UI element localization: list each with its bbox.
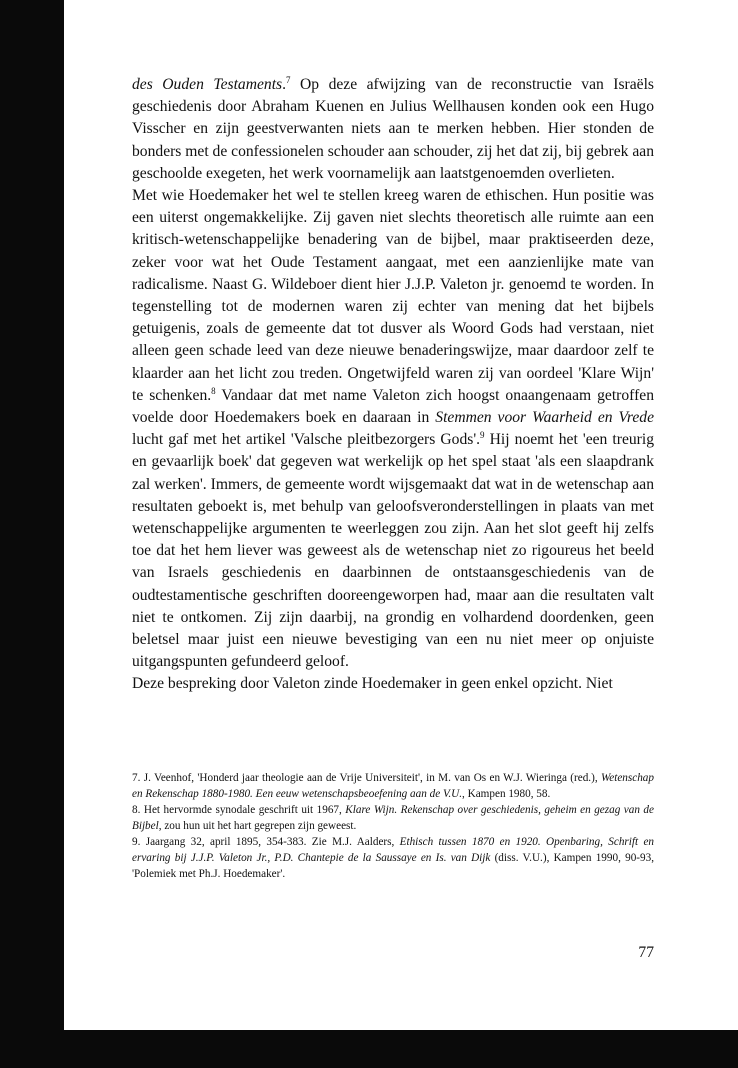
text-run: 8. Het hervormde synodale geschrift uit 1967, <box>132 804 346 816</box>
text-run: (diss. V.U.), Kampen 1990, 90-93, 'Polemiek met Ph.J. Hoedemaker'. <box>132 852 655 880</box>
main-text <box>132 74 654 696</box>
footnotes <box>132 770 654 882</box>
text-run: Op deze afwijzing van de reconstructie van Israëls geschiedenis door Abraham Kuenen en Julius Wellhausen konden ook een Hugo Visscher en zijn geestverwanten niets aan te merken hebben. Hier stonden de bonders met de confessionelen schouder aan schouder, zij het dat zij, bij gebrek aan geschoolde exegeten, het werk voornamelijk aan laatstgenoemden overlieten. <box>132 76 655 182</box>
scan-border-left <box>0 0 64 1068</box>
page-number: 77 <box>638 944 654 961</box>
text-run: Met wie Hoedemaker het wel te stellen kreeg waren de ethischen. Hun positie was een uiterst ongemakkelijke. Zij gaven niet slechts theoretisch alle ruimte aan een kritisch-wetenschappelijke benadering van de bijbel, maar praktiseerden deze, zeker voor wat het Oude Testament aangaat, met een aanzienlijke mate van radicalisme. Naast G. Wildeboer dient hier J.J.P. Valeton jr. genoemd te worden. In tegenstelling tot de modernen waren zij echter van mening dat het bijbels getuigenis, zoals de gemeente dat tot dusver als Woord Gods had verstaan, niet alleen geen schade leed van deze nieuwe benaderingswijze, maar daardoor zelf te klaarder aan het licht zou treden. Ongetwijfeld waren zij van oordeel 'Klare Wijn' te schenken. <box>132 187 654 404</box>
paragraph-2 <box>132 185 654 673</box>
footnote-ref: 9 <box>480 430 485 441</box>
scan-border-bottom <box>0 1030 738 1068</box>
footnote-ref: 8 <box>211 385 216 396</box>
text-run: , Kampen 1980, 58. <box>462 788 551 800</box>
italic-run: Ethisch tussen 1870 en 1920. Openbaring, Schrift en ervaring bij J.J.P. Valeton Jr., P.D. Chantepie de la Saussaye en Is. van Dijk <box>132 836 654 864</box>
italic-run: Klare Wijn. Rekenschap over geschiedenis, geheim en gezag van de Bijbel <box>132 804 654 832</box>
footnote-7 <box>132 770 654 802</box>
text-run: 9. Jaargang 32, april 1895, 354-383. Zie M.J. Aalders, <box>132 836 400 848</box>
paragraph-1 <box>132 74 654 185</box>
text-run: Hij noemt het 'een treurig en gevaarlijk boek' dat gegeven wat werkelijk op het spel staat 'als een slaapdrank zal werken'. Immers, de gemeente wordt wijsgemaakt dat wat in de wetenschap aan resultaten geboekt is, met behulp van geloofsveronderstellingen in plaats van met wetenschappelijke argumenten te weerleggen zou zijn. Aan het slot geeft hij zelfs toe dat het hem liever was geweest als de wetenschap niet zo rigoureus het beeld van Israels geschiedenis en daarbinnen de ontstaansgeschiedenis van de oudtestamentische geschriften dooreengeworpen had, maar aan die resultaten valt niet te ontkomen. Zij zijn daarbij, na grondig en volhardend doordenken, geen beletsel maar juist een nieuwe bevestiging van een nu niet meer op onjuiste uitgangspunten gefundeerd geloof. <box>132 431 654 671</box>
footnote-ref: 7 <box>286 75 291 85</box>
italic-run: Wetenschap en Rekenschap 1880-1980. Een eeuw wetenschapsbeoefening aan de V.U. <box>132 772 654 800</box>
text-run: lucht gaf met het artikel 'Valsche pleitbezorgers Gods'. <box>132 431 481 449</box>
italic-run: des Ouden Testaments <box>132 76 283 93</box>
italic-run: Stemmen voor Waarheid en Vrede <box>435 409 655 427</box>
text-run: Vandaar dat met name Valeton zich hoogst onaangenaam getroffen voelde door Hoedemakers boek en daaraan in <box>132 386 654 427</box>
paragraph-3 <box>132 673 654 695</box>
text-run: . <box>282 76 287 93</box>
footnote-9 <box>132 834 654 882</box>
text-run: Deze bespreking door Valeton zinde Hoedemaker in geen enkel opzicht. Niet <box>132 675 613 693</box>
text-run: 7. J. Veenhof, 'Honderd jaar theologie aan de Vrije Universiteit', in M. van Os en W.J. Wieringa (red.), <box>132 772 601 784</box>
footnote-8 <box>132 802 654 834</box>
text-run: , zou hun uit het hart gegrepen zijn geweest. <box>158 820 357 832</box>
